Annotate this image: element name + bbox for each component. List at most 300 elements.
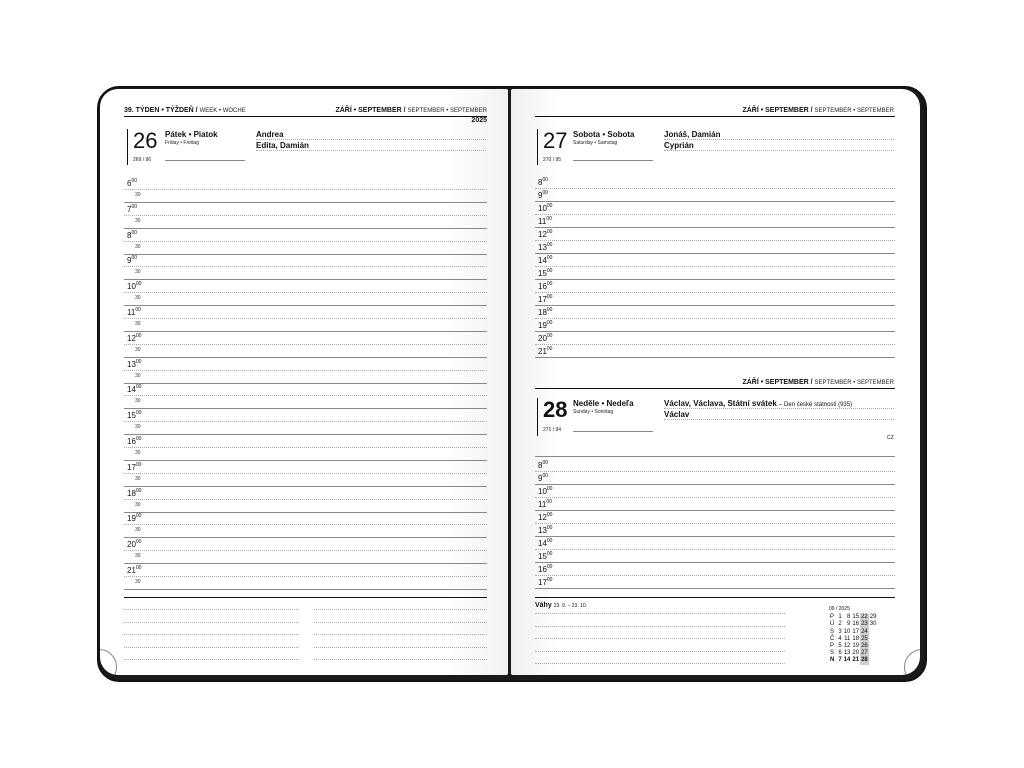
notes-line	[124, 659, 299, 660]
half-hour-line	[124, 254, 487, 255]
month-sub: SEPTEMBER • SEPTEMBER	[814, 108, 894, 114]
hour-dotline	[124, 318, 487, 319]
hour-label	[538, 552, 552, 561]
hour-number: 10	[127, 282, 136, 292]
month-header	[335, 107, 487, 114]
hour-number: 13	[538, 243, 547, 252]
hour-number: 18	[127, 488, 136, 498]
hour-minutes: 00	[135, 307, 141, 313]
hour-minutes: 00	[546, 255, 553, 261]
hour-minutes: 00	[131, 178, 138, 184]
notes-line	[124, 647, 299, 648]
hour-label	[538, 308, 552, 317]
half-hour-line	[124, 383, 487, 384]
calendar-day: 4	[838, 635, 842, 642]
name-day-holiday	[664, 399, 852, 408]
hour-label	[538, 347, 552, 356]
hour-minutes: 00	[542, 177, 549, 183]
name-day-2: Václav	[664, 410, 690, 419]
names-dotline	[664, 150, 894, 151]
hour-minutes: 00	[135, 513, 142, 520]
hour-number: 17	[538, 578, 547, 587]
hour-number: 15	[127, 411, 136, 421]
left-page	[100, 89, 508, 675]
hour-number: 14	[538, 539, 547, 548]
day-count: 269 / 96	[133, 157, 152, 163]
hour-line	[535, 549, 895, 550]
calendar-day	[869, 657, 878, 664]
hour-number: 19	[127, 514, 136, 524]
calendar-day: 23	[861, 621, 868, 628]
month-label: ZÁŘÍ • SEPTEMBER /	[335, 107, 406, 114]
hour-line	[535, 575, 895, 576]
hour-line	[535, 214, 895, 215]
hour-line	[535, 471, 895, 472]
hour-label	[538, 230, 552, 239]
hour-line	[535, 510, 895, 511]
names-dotline	[664, 419, 894, 420]
half-hour-line	[124, 357, 487, 358]
mini-calendar-row	[829, 629, 877, 636]
weekday-label: P	[830, 614, 835, 621]
calendar-day: 3	[838, 628, 842, 635]
notes-line	[314, 622, 487, 623]
half-hour-line	[124, 305, 487, 306]
hour-line	[535, 240, 895, 241]
notes-line	[314, 609, 487, 610]
hour-number: 18	[538, 308, 547, 317]
header-rule	[124, 116, 487, 117]
hour-minutes: 00	[546, 216, 552, 222]
weekday-label: N	[830, 657, 835, 664]
hour-line	[535, 201, 895, 202]
notes-line	[535, 613, 785, 614]
page-corner-right	[904, 649, 920, 675]
day-number-sunday: 28	[543, 397, 568, 422]
calendar-day	[869, 629, 878, 636]
hour-dotline	[124, 447, 487, 448]
day-name: Pátek • Piatok	[165, 130, 218, 139]
day-count: 270 / 95	[543, 157, 562, 163]
hour-minutes: 00	[546, 294, 553, 300]
calendar-day: 14	[843, 657, 851, 664]
calendar-day: 7	[838, 657, 842, 664]
notes-line	[124, 634, 299, 635]
week-header	[124, 107, 246, 114]
hour-number: 12	[538, 513, 547, 522]
hour-dotline	[124, 473, 487, 474]
half-hour-label: 30	[135, 217, 141, 224]
hour-label	[127, 334, 141, 343]
calendar-day	[869, 636, 878, 643]
hour-minutes: 00	[135, 410, 142, 417]
day-name-sub: Saturday • Samstag	[573, 140, 618, 146]
hour-number: 12	[127, 333, 136, 343]
notes-rule	[535, 597, 895, 598]
mini-calendar-row	[829, 614, 877, 621]
hour-line	[535, 344, 895, 345]
month-header-day2	[742, 379, 894, 386]
hour-dotline	[124, 215, 487, 216]
hour-line	[535, 331, 895, 332]
hour-number: 6	[127, 179, 132, 188]
hour-number: 20	[538, 334, 547, 343]
half-hour-line	[124, 537, 487, 538]
half-hour-label: 30	[135, 527, 141, 534]
hour-number: 14	[127, 385, 136, 395]
hour-line	[535, 588, 895, 589]
hour-number: 16	[538, 282, 547, 291]
hour-minutes: 00	[546, 525, 553, 531]
notes-line	[124, 622, 299, 623]
calendar-day: 27	[861, 650, 868, 657]
hour-dotline	[124, 241, 487, 242]
notes-line	[314, 634, 487, 635]
hour-dotline	[124, 292, 487, 293]
weekday-label: S	[830, 650, 835, 657]
hour-label	[538, 269, 552, 278]
mini-calendar-row	[829, 636, 877, 643]
hour-dotline	[124, 395, 487, 396]
calendar-day: 9	[847, 621, 851, 628]
hour-dotline	[124, 266, 487, 267]
month-label: ZÁŘÍ • SEPTEMBER /	[742, 379, 813, 386]
hour-number: 7	[127, 204, 132, 214]
hour-label	[538, 461, 548, 470]
right-page	[511, 89, 920, 675]
day-number: 26	[133, 128, 158, 153]
holiday-note: – Den české státnosti (935)	[779, 402, 853, 408]
hour-number: 11	[538, 500, 547, 509]
half-hour-line	[124, 331, 487, 332]
mini-calendar-table	[829, 614, 877, 664]
week-label: 39. TÝDEN • TÝŽDEŇ /	[124, 107, 198, 114]
hour-minutes: 00	[546, 564, 553, 570]
calendar-day: 13	[843, 650, 851, 657]
hour-label	[127, 540, 141, 549]
calendar-day: 1	[838, 614, 842, 621]
hour-label	[127, 205, 137, 214]
hour-minutes: 00	[546, 333, 553, 339]
hour-label	[127, 308, 141, 317]
name-day-2: Cyprián	[664, 141, 694, 150]
hour-minutes: 00	[546, 486, 553, 492]
hour-line	[535, 523, 895, 524]
half-hour-line	[124, 279, 487, 280]
hour-label	[127, 360, 141, 369]
day-bar	[127, 129, 128, 165]
day-bar	[537, 129, 538, 165]
day-count: 271 / 94	[543, 427, 562, 433]
hour-label	[127, 282, 141, 291]
mini-calendar	[829, 606, 877, 665]
calendar-day: 24	[861, 628, 868, 635]
hour-number: 9	[127, 256, 132, 266]
name-day-1: Jonáš, Damián	[664, 130, 721, 139]
hour-minutes: 00	[135, 436, 142, 442]
hour-minutes: 00	[546, 281, 553, 287]
hour-number: 10	[538, 487, 547, 496]
day-underline	[573, 431, 653, 432]
hour-line	[535, 318, 895, 319]
hour-label	[538, 487, 552, 496]
hour-minutes: 00	[542, 460, 549, 466]
hour-label	[538, 282, 552, 291]
hour-label	[538, 526, 552, 535]
mini-calendar-row	[829, 643, 877, 650]
calendar-day: 2	[838, 621, 842, 628]
month-label: ZÁŘÍ • SEPTEMBER /	[742, 107, 813, 114]
hour-label	[538, 565, 552, 574]
hour-minutes: 00	[135, 539, 142, 546]
hour-dotline	[124, 499, 487, 500]
hour-minutes: 00	[546, 229, 553, 235]
hour-minutes: 00	[135, 384, 142, 391]
hour-number: 12	[538, 230, 547, 239]
hour-minutes: 00	[546, 307, 553, 313]
half-hour-label: 30	[135, 553, 141, 560]
half-hour-label: 30	[135, 372, 141, 379]
day-name: Neděle • Nedeľa	[573, 399, 634, 408]
zodiac-label	[535, 602, 587, 609]
hour-minutes: 00	[542, 473, 549, 479]
half-hour-label: 30	[135, 579, 141, 585]
hour-number: 11	[538, 217, 547, 226]
week-sub: WEEK • WOCHE	[199, 108, 246, 114]
day-number: 27	[543, 128, 568, 153]
calendar-day: 30	[869, 621, 877, 628]
day2-rule	[535, 388, 895, 389]
hour-label	[127, 489, 141, 498]
hour-dotline	[124, 550, 487, 551]
hour-number: 20	[127, 540, 136, 550]
hour-number: 16	[127, 437, 136, 446]
hour-number: 21	[127, 566, 136, 575]
half-hour-label: 30	[135, 269, 141, 276]
hour-line	[535, 279, 895, 280]
hour-label	[127, 411, 141, 420]
hour-minutes: 00	[546, 346, 553, 352]
hour-label	[127, 179, 137, 188]
half-hour-line	[124, 589, 487, 590]
month-header-right	[742, 107, 894, 114]
calendar-day: 15	[852, 614, 860, 621]
half-hour-line	[124, 563, 487, 564]
hour-label	[538, 243, 552, 252]
half-hour-label: 30	[135, 243, 141, 250]
calendar-day: 22	[861, 614, 868, 621]
half-hour-label: 30	[135, 424, 141, 431]
hour-number: 17	[538, 295, 547, 304]
country-code: CZ	[887, 435, 894, 441]
hour-minutes: 00	[546, 499, 552, 505]
hour-number: 9	[538, 474, 543, 483]
hour-label	[538, 217, 552, 226]
hour-label	[538, 500, 552, 509]
hour-dotline	[124, 189, 487, 190]
month-sub: SEPTEMBER • SEPTEMBER	[814, 380, 894, 386]
holiday-names: Václav, Václava, Státní svátek	[664, 399, 777, 408]
half-hour-line	[124, 202, 487, 203]
calendar-day: 28	[861, 657, 868, 664]
diary-planner	[97, 86, 927, 682]
half-hour-line	[124, 434, 487, 435]
hour-dotline	[124, 370, 487, 371]
hour-dotline	[124, 576, 487, 577]
notes-line	[535, 663, 785, 664]
calendar-day: 21	[852, 657, 860, 664]
month-sub: SEPTEMBER • SEPTEMBER	[407, 108, 487, 114]
hour-number: 16	[538, 565, 547, 574]
day-name-sub: Friday • Freitag	[165, 140, 199, 146]
hour-label	[538, 295, 552, 304]
hour-minutes: 00	[546, 577, 553, 583]
half-hour-label: 30	[135, 295, 141, 302]
notes-line	[535, 638, 785, 639]
hour-number: 13	[538, 526, 547, 535]
hour-label	[127, 463, 141, 472]
hour-line	[535, 266, 895, 267]
calendar-day: 16	[852, 621, 860, 628]
hour-label	[538, 191, 548, 200]
calendar-day: 12	[843, 643, 851, 650]
day-underline	[573, 160, 653, 161]
weekday-label: Ú	[830, 621, 835, 628]
day-name: Sobota • Sobota	[573, 130, 635, 139]
hour-line	[535, 562, 895, 563]
weekday-label: S	[830, 628, 835, 635]
hour-number: 10	[538, 204, 547, 213]
hour-dotline	[124, 421, 487, 422]
calendar-day: 29	[869, 614, 877, 621]
hour-label	[538, 513, 552, 522]
hour-label	[127, 566, 141, 575]
hour-number: 19	[538, 321, 547, 330]
hour-number: 17	[127, 462, 136, 472]
hour-number: 15	[538, 269, 547, 278]
hour-minutes: 00	[135, 487, 142, 494]
hour-line	[535, 484, 895, 485]
hour-number: 8	[538, 178, 543, 187]
hour-minutes: 00	[546, 242, 553, 248]
names-dotline	[664, 139, 894, 140]
hour-label	[127, 231, 137, 240]
half-hour-label: 30	[135, 346, 141, 353]
hour-number: 13	[127, 359, 136, 369]
calendar-day: 10	[843, 628, 851, 635]
hour-label	[538, 539, 552, 548]
day-bar	[537, 398, 538, 436]
hour-minutes: 00	[542, 190, 549, 196]
calendar-day: 25	[861, 635, 868, 642]
half-hour-label: 30	[135, 450, 141, 456]
hour-minutes: 00	[546, 512, 553, 518]
hour-line	[535, 227, 895, 228]
hour-label	[127, 256, 137, 265]
hour-line	[535, 188, 895, 189]
hour-minutes: 00	[135, 565, 142, 571]
name-day-2: Edita, Damián	[256, 141, 309, 150]
hour-line	[535, 292, 895, 293]
hour-label	[538, 321, 552, 330]
day-underline	[165, 160, 245, 161]
calendar-day: 11	[844, 635, 851, 642]
names-dotline	[256, 139, 486, 140]
hour-minutes: 00	[546, 268, 553, 274]
hour-minutes: 00	[546, 551, 553, 557]
hour-line	[535, 253, 895, 254]
hour-dotline	[124, 524, 487, 525]
day-name-sub: Sunday • Sonntag	[573, 409, 614, 415]
notes-line	[535, 626, 785, 627]
hour-label	[127, 514, 141, 523]
hour-minutes: 00	[135, 332, 142, 339]
half-hour-line	[124, 228, 487, 229]
calendar-day: 17	[852, 628, 860, 635]
hour-label	[127, 385, 141, 394]
name-day-1: Andrea	[256, 130, 284, 139]
half-hour-line	[124, 408, 487, 409]
zodiac-name: Váhy	[535, 602, 552, 609]
hour-dotline	[124, 344, 487, 345]
hour-minutes: 00	[546, 203, 553, 209]
hour-line	[535, 497, 895, 498]
half-hour-label: 30	[135, 192, 141, 198]
hour-number: 21	[538, 347, 547, 356]
calendar-day	[869, 643, 878, 650]
hour-minutes: 00	[546, 538, 553, 544]
hour-minutes: 00	[546, 320, 553, 326]
hour-line	[535, 305, 895, 306]
hour-line	[535, 536, 895, 537]
mini-calendar-row	[829, 657, 877, 664]
hour-label	[538, 578, 552, 587]
mini-calendar-title: 09 / 2025	[829, 606, 850, 612]
hour-number: 11	[127, 308, 136, 317]
weekday-label: P	[830, 643, 835, 650]
hour-label	[538, 256, 552, 265]
calendar-day: 19	[852, 643, 860, 650]
hour-minutes: 00	[135, 358, 142, 365]
hour-number: 15	[538, 552, 547, 561]
mini-calendar-row	[829, 621, 877, 628]
calendar-day: 26	[861, 643, 868, 650]
hour-number: 8	[538, 461, 543, 470]
mini-calendar-row	[829, 650, 877, 657]
hour-line	[535, 357, 895, 358]
notes-line	[535, 651, 785, 652]
hour-label	[127, 437, 141, 446]
zodiac-range: 23. 9. – 23. 10.	[553, 603, 588, 609]
hour-label	[538, 178, 548, 187]
calendar-day: 20	[852, 650, 860, 657]
hour-minutes: 00	[131, 229, 138, 236]
calendar-day: 8	[847, 614, 851, 621]
names-dotline	[664, 408, 894, 409]
half-hour-line	[124, 486, 487, 487]
hour-label	[538, 334, 552, 343]
half-hour-label: 30	[135, 398, 141, 405]
calendar-day: 6	[838, 650, 842, 657]
calendar-day	[869, 650, 878, 657]
hour-label	[538, 204, 552, 213]
hour-minutes: 00	[135, 461, 142, 468]
hour-minutes: 00	[131, 203, 138, 210]
notes-line	[314, 659, 487, 660]
header-rule	[535, 116, 895, 117]
half-hour-label: 30	[135, 321, 141, 327]
hour-minutes: 00	[135, 281, 142, 288]
